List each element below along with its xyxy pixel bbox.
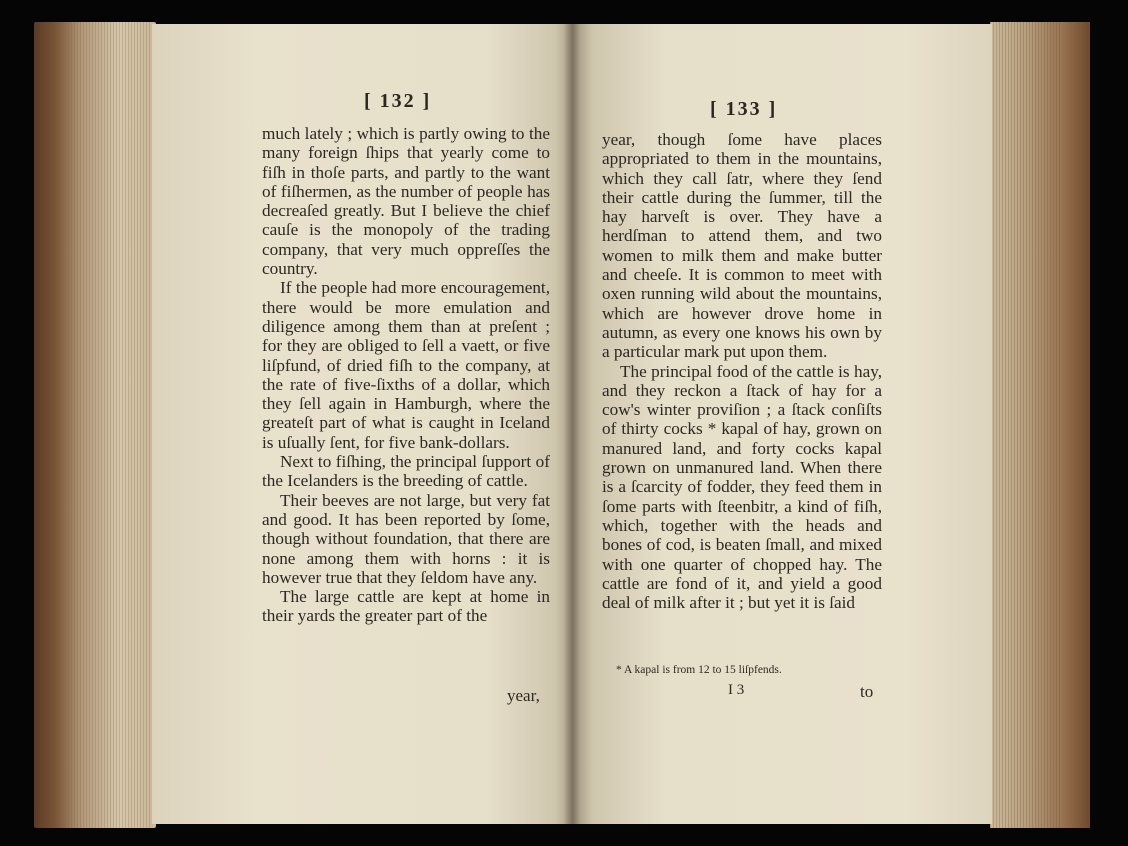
right-page-text <box>602 130 882 612</box>
left-page-number: [ 132 ] <box>364 90 432 112</box>
left-page-text <box>262 124 550 626</box>
left-paragraph-1: much lately ; which is partly owing to the many foreign ſhips that yearly come to fiſh in thoſe parts, and partly to the want of fiſhermen, as the number of people has decreaſed greatly. But I believe the chief cauſe is the monopoly of the trading company, that very much oppreſſes the country. <box>262 124 550 279</box>
page-edges-right <box>990 22 1090 828</box>
right-page-number: [ 133 ] <box>710 98 778 120</box>
left-paragraph-5: The large cattle are kept at home in their yards the greater part of the <box>262 587 550 626</box>
left-catchword: year, <box>507 686 540 705</box>
right-catchword: to <box>860 682 874 701</box>
footnote: * A kapal is from 12 to 15 liſpfends. <box>616 664 782 676</box>
spine-gutter <box>564 24 580 824</box>
right-paragraph-1: year, though ſome have places appropriated to them in the mountains, which they call ſatr, where they ſend their cattle during the ſummer, till the hay harveſt is over. They have a herdſman to attend them, and two women to milk them and make butter and cheeſe. It is common to meet with oxen running wild about the mountains, which are however drove home in autumn, as every one knows his own by a particular mark put upon them. <box>602 130 882 362</box>
left-paragraph-2: If the people had more encouragement, there would be more emulation and diligence among them than at preſent ; for they are obliged to ſell a vaett, or five liſpfund, of dried fiſh to the company, at the rate of five-ſixths of a dollar, which they ſell again in Hamburgh, where the greateſt part of what is caught in Iceland is uſually ſent, for five bank-dollars. <box>262 278 550 452</box>
left-page <box>152 24 572 824</box>
page-edges-left <box>34 22 156 828</box>
left-paragraph-4: Their beeves are not large, but very fat and good. It has been reported by ſome, though without foundation, that there are none among them with horns : it is however true that they ſeldom have any. <box>262 490 550 587</box>
right-paragraph-2: The principal food of the cattle is hay, and they reckon a ſtack of hay for a cow's winter proviſion ; a ſtack conſiſts of thirty cocks * kapal of hay, grown on manured land, and forty cocks kapal grown on unmanured land. When there is a ſcarcity of fodder, they feed them in ſome parts with ſteenbitr, a kind of fiſh, which, together with the heads and bones of cod, is beaten ſmall, and mixed with one quarter of chopped hay. The cattle are fond of it, and yield a good deal of milk after it ; but yet it is ſaid <box>602 361 882 613</box>
left-paragraph-3: Next to fiſhing, the principal ſupport of the Icelanders is the breeding of cattle. <box>262 452 550 491</box>
signature-mark: I 3 <box>728 682 745 698</box>
right-page <box>572 24 992 824</box>
